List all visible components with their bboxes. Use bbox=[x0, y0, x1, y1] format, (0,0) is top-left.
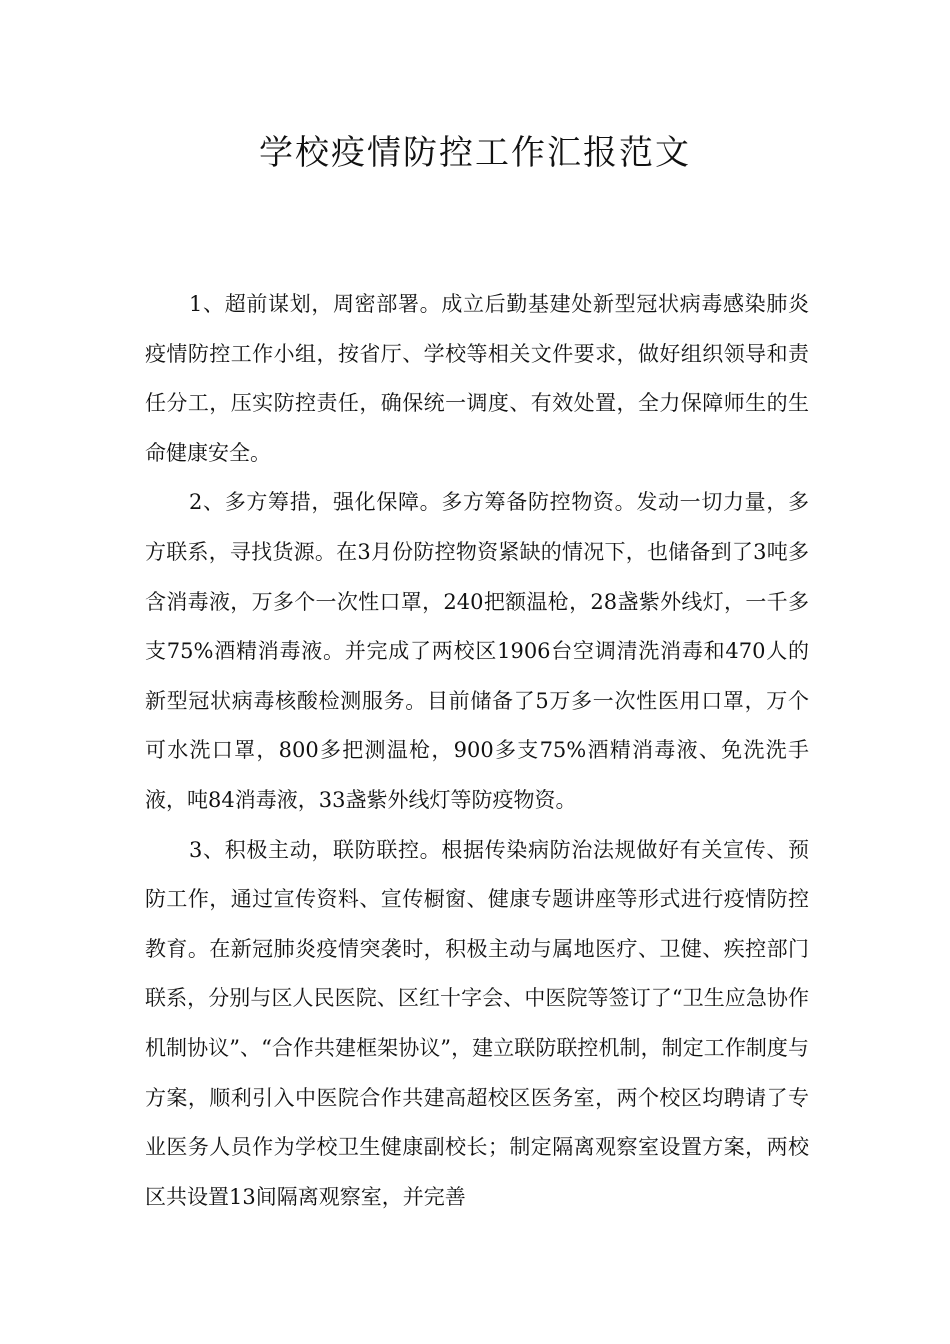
document-body bbox=[145, 280, 809, 1222]
paragraph-1: 1、超前谋划，周密部署。成立后勤基建处新型冠状病毒感染肺炎疫情防控工作小组，按省厅、学校等相关文件要求，做好组织领导和责任分工，压实防控责任，确保统一调度、有效处置，全力保障师生的生命健康安全。 bbox=[145, 292, 809, 465]
paragraph-2: 2、多方筹措，强化保障。多方筹备防控物资。发动一切力量，多方联系，寻找货源。在3月份防控物资紧缺的情况下，也储备到了3吨多含消毒液，万多个一次性口罩，240把额温枪，28盏紫外线灯，一千多支75%酒精消毒液。并完成了两校区1906台空调清洗消毒和470人的新型冠状病毒核酸检测服务。目前储备了5万多一次性医用口罩，万个可水洗口罩，800多把测温枪，900多支75%酒精消毒液、免洗洗手液，吨84消毒液，33盏紫外线灯等防疫物资。 bbox=[145, 490, 809, 812]
document-title: 学校疫情防控工作汇报范文 bbox=[259, 133, 691, 173]
paragraph-3: 3、积极主动，联防联控。根据传染病防治法规做好有关宣传、预防工作，通过宣传资料、宣传橱窗、健康专题讲座等形式进行疫情防控教育。在新冠肺炎疫情突袭时，积极主动与属地医疗、卫健、疾控部门联系，分别与区人民医院、区红十字会、中医院等签订了“卫生应急协作机制协议”、“合作共建框架协议”，建立联防联控机制，制定工作制度与方案，顺利引入中医院合作共建高超校区医务室，两个校区均聘请了专业医务人员作为学校卫生健康副校长；制定隔离观察室设置方案，两校区共设置13间隔离观察室，并完善 bbox=[145, 837, 809, 1209]
